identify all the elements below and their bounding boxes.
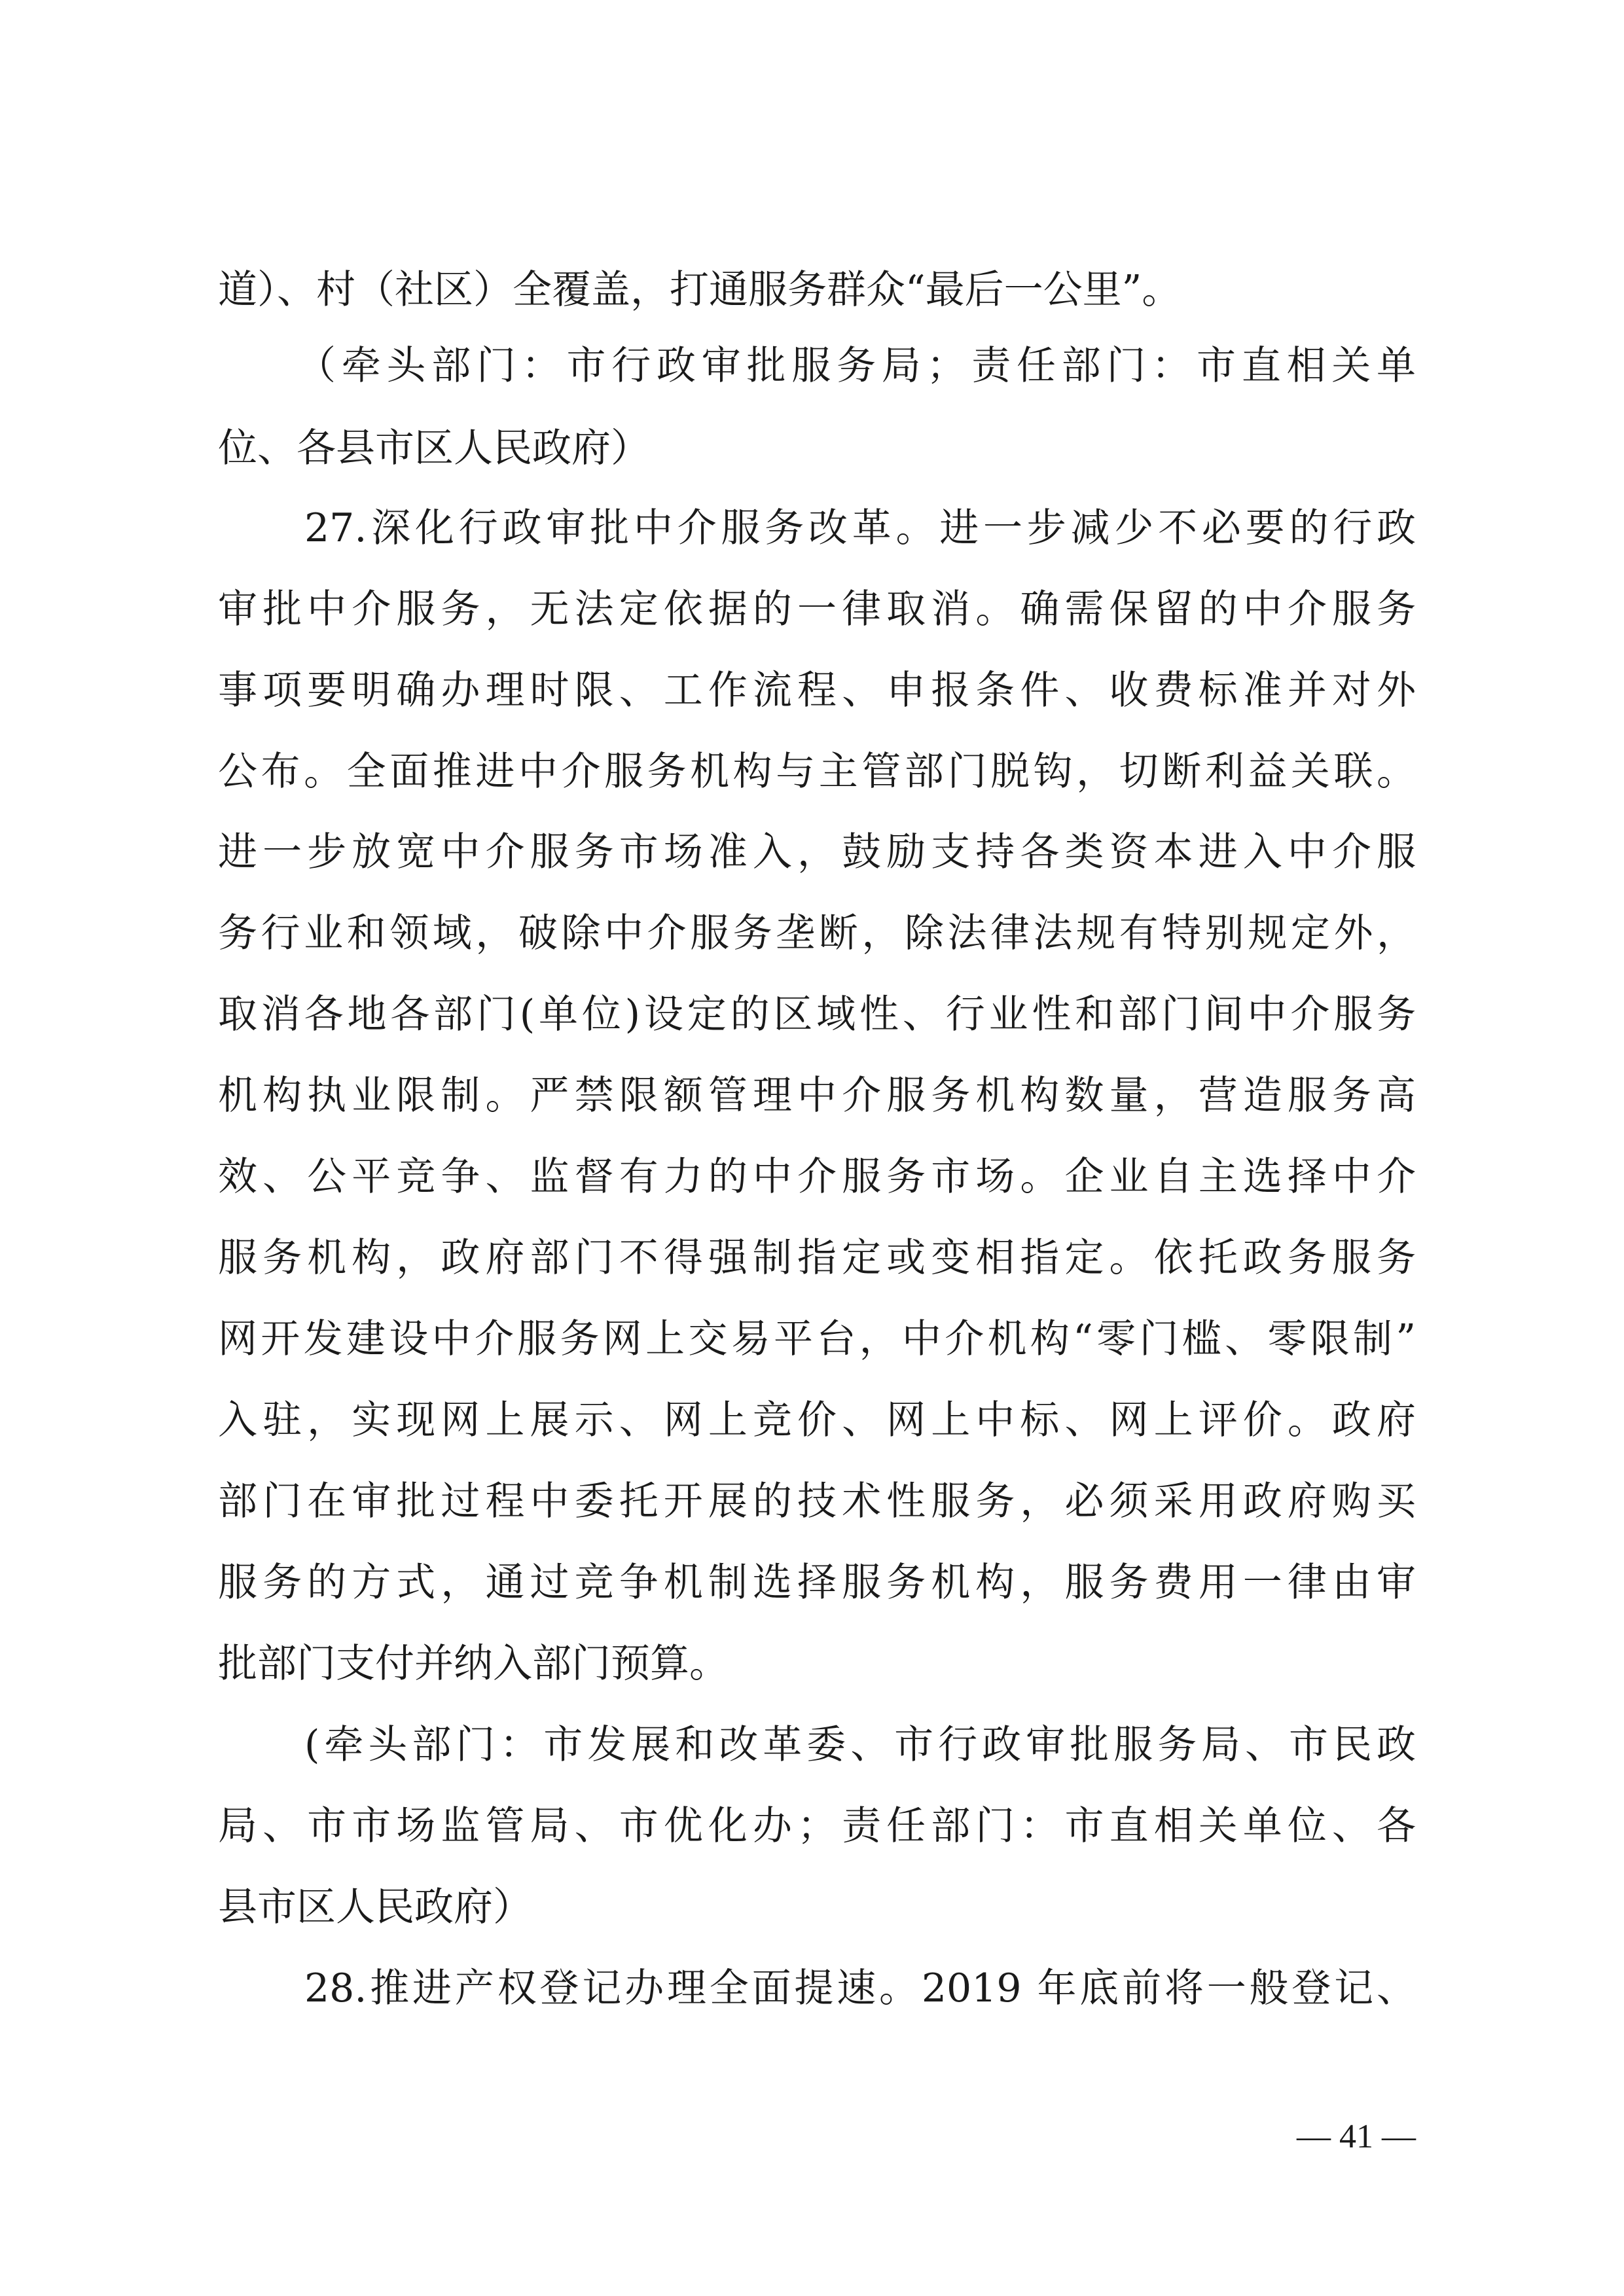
text-line-21: 县市区人民政府）	[218, 1884, 532, 1930]
text-line-10: 取消各地各部门(单位)设定的区域性、行业性和部门间中介服务	[218, 992, 1416, 1037]
text-line-14: 网开发建设中介服务网上交易平台，中介机构“零门槛、零限制”	[218, 1316, 1416, 1362]
text-line-2: （牵头部门：市行政审批服务局；责任部门：市直相关单	[297, 343, 1416, 389]
text-line-5: 审批中介服务，无法定依据的一律取消。确需保留的中介服务	[218, 586, 1416, 632]
item-27-heading-line: 27.深化行政审批中介服务改革。进一步减少不必要的行政	[304, 505, 1416, 551]
page-number: — 41 —	[1297, 2118, 1416, 2155]
text-line-9: 务行业和领域，破除中介服务垄断，除法律法规有特别规定外，	[218, 910, 1416, 956]
text-line-7: 公布。全面推进中介服务机构与主管部门脱钩，切断利益关联。	[218, 749, 1416, 795]
text-line-13: 服务机构，政府部门不得强制指定或变相指定。依托政务服务	[218, 1235, 1416, 1281]
text-line-1: 道）、村（社区）全覆盖，打通服务群众“最后一公里”。	[218, 267, 1182, 313]
text-line-18: 批部门支付并纳入部门预算。	[218, 1641, 729, 1687]
text-line-15: 入驻，实现网上展示、网上竞价、网上中标、网上评价。政府	[218, 1397, 1416, 1443]
text-line-12: 效、公平竞争、监督有力的中介服务市场。企业自主选择中介	[218, 1154, 1416, 1200]
text-line-19: (牵头部门：市发展和改革委、市行政审批服务局、市民政	[304, 1722, 1416, 1768]
item-28-heading-line: 28.推进产权登记办理全面提速。2019 年底前将一般登记、	[304, 1965, 1416, 2011]
text-line-8: 进一步放宽中介服务市场准入，鼓励支持各类资本进入中介服	[218, 829, 1416, 875]
text-line-16: 部门在审批过程中委托开展的技术性服务，必须采用政府购买	[218, 1479, 1416, 1524]
text-line-17: 服务的方式，通过竞争机制选择服务机构，服务费用一律由审	[218, 1560, 1416, 1605]
text-line-11: 机构执业限制。严禁限额管理中介服务机构数量，营造服务高	[218, 1073, 1416, 1119]
text-line-3: 位、各县市区人民政府）	[218, 425, 650, 471]
text-line-20: 局、市市场监管局、市优化办；责任部门：市直相关单位、各	[218, 1803, 1416, 1849]
text-line-6: 事项要明确办理时限、工作流程、申报条件、收费标准并对外	[218, 668, 1416, 713]
